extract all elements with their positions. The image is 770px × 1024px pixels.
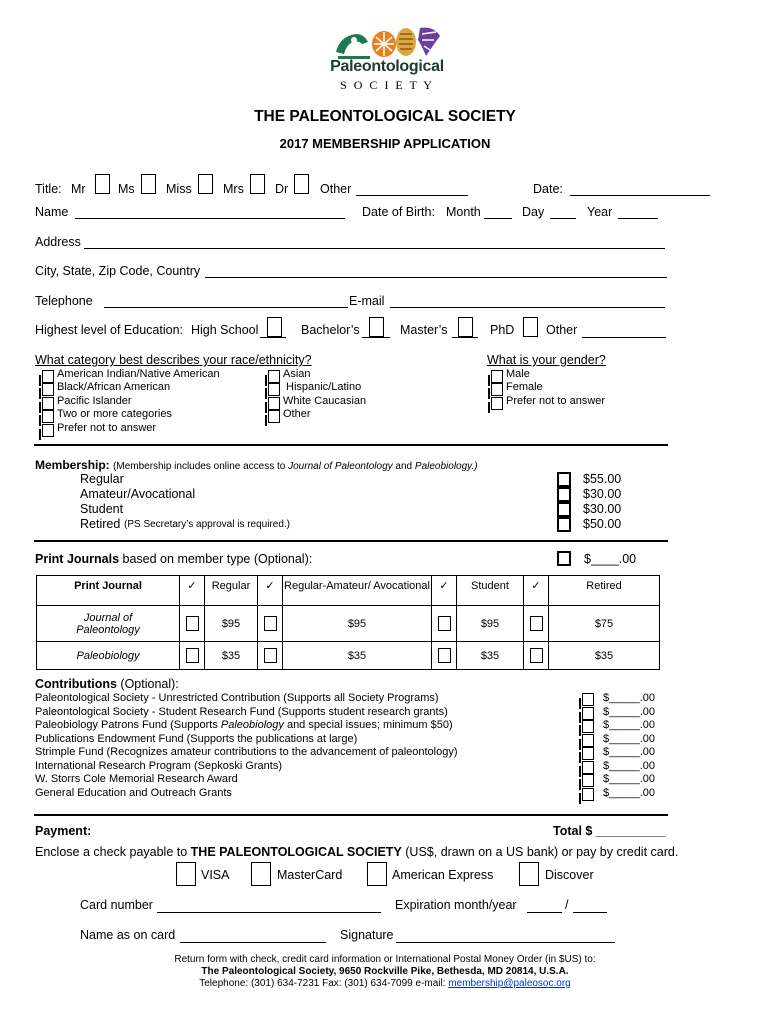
contribution-amount[interactable]: $_____.00	[603, 705, 655, 718]
membership-note-journal1: Journal of Paleontology	[288, 461, 393, 472]
enclose-payee: THE PALEONTOLOGICAL SOCIETY	[190, 845, 402, 859]
table-header-check: ✓	[432, 576, 457, 606]
address-label: Address	[35, 235, 81, 249]
telephone-label: Telephone	[35, 294, 93, 308]
journal-price: $35	[283, 642, 432, 670]
title-mr-label: Mr	[71, 182, 86, 196]
city-label: City, State, Zip Code, Country	[35, 264, 201, 278]
contribution-checkbox[interactable]	[582, 761, 594, 774]
dob-day-label: Day	[522, 205, 545, 219]
race-checkbox[interactable]	[42, 383, 54, 396]
membership-type-label: Regular	[80, 472, 124, 486]
membership-heading	[35, 458, 478, 472]
expiration-year-field[interactable]	[573, 912, 607, 913]
race-checkbox[interactable]	[268, 383, 280, 396]
address-row	[0, 235, 770, 255]
race-option-label: Two or more categories	[57, 408, 172, 420]
race-checkbox[interactable]	[42, 370, 54, 383]
membership-type-label: Student	[80, 502, 124, 516]
membership-label: Membership:	[35, 458, 110, 472]
race-options	[0, 368, 770, 438]
visa-label: VISA	[201, 868, 230, 882]
mastercard-checkbox[interactable]	[251, 862, 271, 886]
discover-label: Discover	[545, 868, 594, 882]
gender-option-label: Male	[506, 368, 530, 380]
membership-regular-checkbox[interactable]	[557, 472, 571, 487]
title-row	[0, 182, 770, 202]
title-mr-checkbox[interactable]	[95, 174, 110, 194]
membership-type-label: Amateur/Avocational	[80, 487, 196, 501]
race-checkbox[interactable]	[268, 410, 280, 423]
contribution-amount[interactable]: $_____.00	[603, 786, 655, 799]
address-field[interactable]	[84, 248, 665, 249]
race-option-label: White Caucasian	[283, 395, 367, 407]
print-checkbox[interactable]	[264, 648, 277, 663]
table-row	[37, 642, 660, 670]
gender-checkbox[interactable]	[491, 383, 503, 396]
expiration-slash: /	[565, 898, 569, 912]
payment-label: Payment:	[35, 824, 92, 838]
membership-note-mid: and	[392, 461, 415, 472]
table-header: Regular	[205, 576, 258, 606]
discover-checkbox[interactable]	[519, 862, 539, 886]
education-highschool-label: High School	[191, 323, 259, 337]
contribution-checkbox[interactable]	[582, 747, 594, 760]
contribution-item: General Education and Outreach Grants	[35, 786, 232, 799]
table-header: Retired	[549, 576, 660, 606]
telephone-field[interactable]	[104, 307, 348, 308]
membership-amateur-checkbox[interactable]	[557, 487, 571, 502]
membership-price: $30.00	[583, 502, 622, 516]
journal-price: $35	[205, 642, 258, 670]
race-checkbox[interactable]	[268, 370, 280, 383]
amex-checkbox[interactable]	[367, 862, 387, 886]
contribution-item: International Research Program (Sepkoski Grants)	[35, 759, 282, 772]
journal-price: $35	[549, 642, 660, 670]
education-phd-checkbox[interactable]	[523, 317, 538, 337]
race-option-label: Asian	[283, 368, 311, 380]
page-title: THE PALEONTOLOGICAL SOCIETY	[254, 108, 516, 125]
footer-address: The Paleontological Society, 9650 Rockville Pike, Bethesda, MD 20814, U.S.A.	[201, 966, 569, 977]
contributions-label: Contributions	[35, 677, 117, 691]
card-number-row	[0, 898, 770, 918]
gender-option-label: Prefer not to answer	[506, 395, 606, 407]
race-option-label: Hispanic/Latino	[286, 381, 362, 393]
email-label: E-mail	[349, 294, 385, 308]
title-other-field[interactable]	[356, 195, 468, 196]
contribution-checkbox[interactable]	[582, 720, 594, 733]
membership-note-journal2: Paleobiology.)	[414, 461, 478, 472]
table-header-check: ✓	[180, 576, 205, 606]
journal-price: $75	[549, 606, 660, 642]
membership-price: $30.00	[583, 487, 622, 501]
contribution-checkbox[interactable]	[582, 788, 594, 801]
footer-phone: Telephone: (301) 634-7231 Fax: (301) 634-7099 e-mail:	[199, 978, 449, 989]
gender-checkbox[interactable]	[491, 370, 503, 383]
logo-fossils-icon	[330, 22, 444, 62]
title-label: Title:	[35, 182, 62, 196]
race-option-label: Prefer not to answer	[57, 422, 157, 434]
education-masters-underline	[452, 337, 478, 338]
name-field[interactable]	[75, 218, 345, 219]
membership-retired-note: (PS Secretary’s approval is required.)	[124, 519, 290, 530]
contribution-checkbox[interactable]	[582, 693, 594, 706]
membership-retired-checkbox[interactable]	[557, 517, 571, 532]
print-checkbox[interactable]	[186, 648, 199, 663]
contribution-amount[interactable]: $_____.00	[603, 746, 655, 758]
journal-name: Journal of Paleontology	[37, 606, 180, 642]
print-journals-total: $____.00	[584, 552, 637, 566]
race-question: What category best describes your race/ethnicity?	[35, 353, 312, 367]
visa-checkbox[interactable]	[176, 862, 196, 886]
education-highschool-underline	[260, 337, 286, 338]
contribution-item-patrons: Paleobiology Patrons Fund (Supports Paleobiology and special issues; minimum $50)	[35, 719, 453, 731]
footer-contact	[0, 978, 770, 989]
contribution-amount[interactable]: $_____.00	[603, 692, 655, 704]
contribution-item: Strimple Fund (Recognizes amateur contributions to the advancement of paleontology)	[35, 746, 458, 758]
print-checkbox[interactable]	[186, 616, 199, 631]
contribution-checkbox[interactable]	[582, 707, 594, 720]
race-option-label: Other	[283, 408, 311, 420]
race-option-label: Black/African American	[57, 381, 171, 393]
logo	[330, 22, 444, 94]
contribution-checkbox[interactable]	[582, 774, 594, 787]
page-subtitle: 2017 MEMBERSHIP APPLICATION	[279, 136, 491, 151]
race-checkbox[interactable]	[42, 410, 54, 423]
contribution-amount[interactable]: $_____.00	[603, 759, 655, 772]
title-miss-checkbox[interactable]	[198, 174, 213, 194]
signature-field[interactable]	[396, 942, 615, 943]
card-number-label: Card number	[80, 898, 153, 912]
education-other-label: Other	[546, 323, 578, 337]
journal-price: $95	[205, 606, 258, 642]
membership-price: $50.00	[583, 517, 622, 531]
journal-price: $95	[283, 606, 432, 642]
print-checkbox[interactable]	[438, 648, 451, 663]
membership-type-label: Retired	[80, 517, 121, 531]
print-checkbox[interactable]	[438, 616, 451, 631]
date-field[interactable]	[570, 195, 710, 196]
logo-name: Paleontological	[330, 58, 444, 75]
contribution-item: Paleontological Society - Student Research Fund (Supports student research grants)	[35, 705, 448, 718]
section-divider	[34, 814, 668, 816]
name-on-card-label: Name as on card	[80, 928, 176, 942]
contribution-amount[interactable]: $_____.00	[603, 773, 655, 785]
contribution-amount[interactable]: $_____.00	[603, 719, 655, 731]
contribution-checkbox[interactable]	[582, 734, 594, 747]
name-on-card-field[interactable]	[180, 942, 326, 943]
print-journals-table	[36, 575, 660, 670]
print-journals-label: Print Journals	[35, 552, 120, 566]
gender-checkbox[interactable]	[491, 397, 503, 410]
table-header: Print Journal	[37, 576, 180, 606]
race-checkbox[interactable]	[42, 397, 54, 410]
enclose-text-post: (US$, drawn on a US bank) or pay by credit card.	[401, 845, 679, 859]
dob-month-label: Month	[446, 205, 481, 219]
membership-types	[0, 472, 770, 532]
title-dr-label: Dr	[275, 182, 289, 196]
payment-instructions	[35, 845, 678, 859]
education-row	[0, 323, 770, 343]
telephone-row	[0, 294, 770, 314]
table-header-check: ✓	[258, 576, 283, 606]
card-type-row	[0, 862, 770, 890]
contribution-item: W. Storrs Cole Memorial Research Award	[35, 773, 238, 785]
title-ms-label: Ms	[118, 182, 135, 196]
table-header: Regular-Amateur/ Avocational	[283, 576, 432, 606]
print-journals-checkbox[interactable]	[557, 551, 571, 566]
title-dr-checkbox[interactable]	[294, 174, 309, 194]
expiration-month-field[interactable]	[527, 912, 562, 913]
footer-email-link[interactable]: membership@paleosoc.org	[448, 978, 571, 989]
expiration-label: Expiration month/year	[395, 898, 517, 912]
mastercard-label: MasterCard	[277, 868, 343, 882]
membership-student-checkbox[interactable]	[557, 502, 571, 517]
membership-note-pre: (Membership includes online access to	[113, 461, 289, 472]
title-mrs-label: Mrs	[223, 182, 244, 196]
contributions-heading	[35, 677, 179, 691]
city-row	[0, 264, 770, 284]
education-phd-label: PhD	[490, 323, 515, 337]
education-bachelors-underline	[362, 337, 390, 338]
education-bachelors-checkbox[interactable]	[369, 317, 384, 337]
dob-year-label: Year	[587, 205, 613, 219]
date-label: Date:	[533, 182, 563, 196]
dob-day-field[interactable]	[550, 218, 576, 219]
amex-label: American Express	[392, 868, 494, 882]
journal-price: $35	[457, 642, 524, 670]
membership-price: $55.00	[583, 472, 622, 486]
logo-society: S O C I E T Y	[340, 78, 434, 92]
gender-question: What is your gender?	[487, 353, 606, 367]
contributions-list	[0, 692, 770, 804]
contributions-optional: (Optional):	[120, 677, 179, 691]
contribution-item: Paleontological Society - Unrestricted Contribution (Supports all Society Programs)	[35, 692, 439, 704]
print-journals-heading	[35, 552, 312, 566]
signature-label: Signature	[340, 928, 394, 942]
name-label: Name	[35, 205, 69, 219]
city-field[interactable]	[205, 277, 667, 278]
payment-total[interactable]: Total $ __________	[553, 824, 666, 838]
education-masters-checkbox[interactable]	[458, 317, 473, 337]
section-divider	[34, 444, 668, 446]
contribution-item: Publications Endowment Fund (Supports the publications at large)	[35, 732, 358, 745]
education-masters-label: Master’s	[400, 323, 448, 337]
education-other-field[interactable]	[582, 337, 666, 338]
print-checkbox[interactable]	[530, 648, 543, 663]
education-label: Highest level of Education:	[35, 323, 184, 337]
table-header-check: ✓	[524, 576, 549, 606]
section-divider	[34, 540, 668, 542]
dob-month-field[interactable]	[484, 218, 512, 219]
dob-year-field[interactable]	[618, 218, 658, 219]
dob-label: Date of Birth:	[362, 205, 435, 219]
journal-price: $95	[457, 606, 524, 642]
print-checkbox[interactable]	[264, 616, 277, 631]
name-row	[0, 205, 770, 225]
card-number-field[interactable]	[157, 912, 381, 913]
table-header: Student	[457, 576, 524, 606]
education-bachelors-label: Bachelor’s	[301, 323, 360, 337]
title-other-label: Other	[320, 182, 352, 196]
race-checkbox[interactable]	[268, 397, 280, 410]
title-ms-checkbox[interactable]	[141, 174, 156, 194]
gender-option-label: Female	[506, 381, 543, 393]
title-mrs-checkbox[interactable]	[250, 174, 265, 194]
education-highschool-checkbox[interactable]	[267, 317, 282, 337]
race-option-label: American Indian/Native American	[57, 368, 220, 380]
contribution-amount[interactable]: $_____.00	[603, 732, 655, 745]
print-checkbox[interactable]	[530, 616, 543, 631]
footer-line1: Return form with check, credit card information or International Postal Money Order (in $US) to:	[174, 954, 596, 965]
enclose-text-pre: Enclose a check payable to	[35, 845, 191, 859]
table-row	[37, 606, 660, 642]
race-checkbox[interactable]	[42, 424, 54, 437]
race-option-label: Pacific Islander	[57, 395, 132, 407]
email-field[interactable]	[390, 307, 665, 308]
print-journals-desc: based on member type (Optional):	[122, 552, 313, 566]
card-name-row	[0, 928, 770, 948]
journal-name: Paleobiology	[37, 642, 180, 670]
title-miss-label: Miss	[166, 182, 192, 196]
